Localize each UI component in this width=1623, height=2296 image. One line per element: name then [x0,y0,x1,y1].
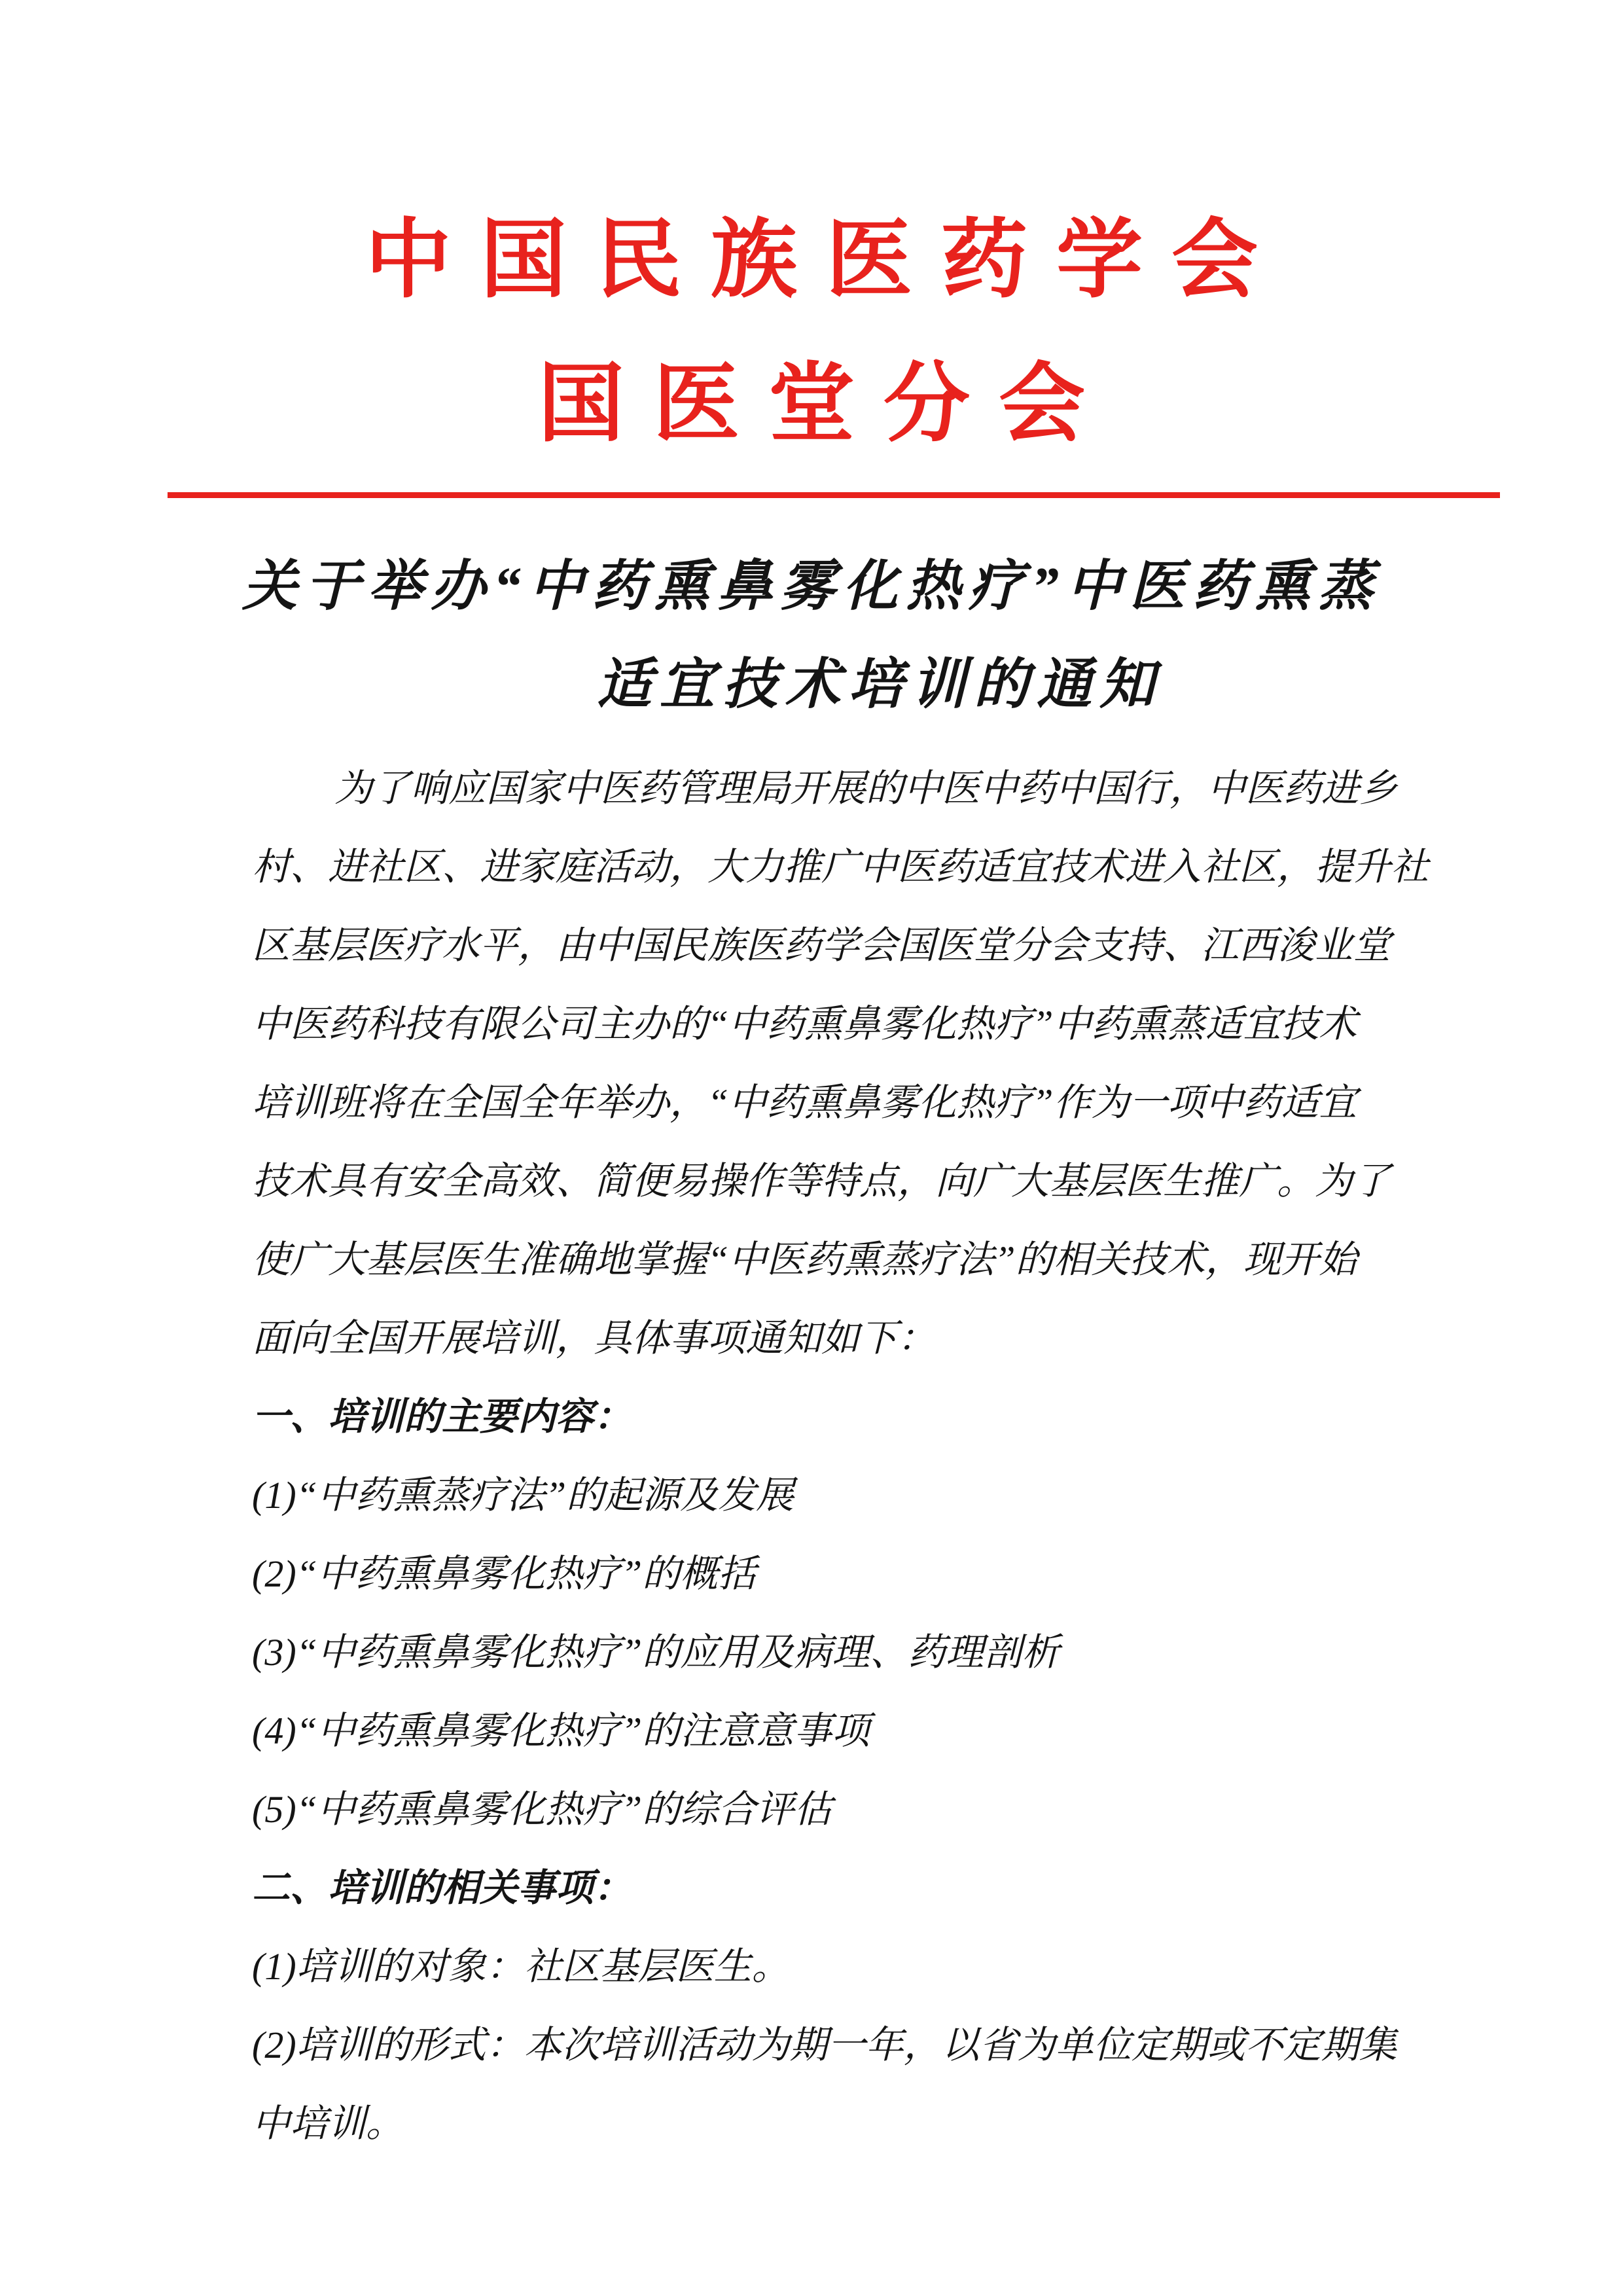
body-line: 村、进社区、进家庭活动，大力推广中医药适宜技术进入社区，提升社 [252,846,1429,888]
notice-title-line1: 关于举办“中药熏鼻雾化热疗”中医药熏蒸 [241,556,1381,617]
body-line: (2)培训的形式：本次培训活动为期一年，以省为单位定期或不定期集 [252,2024,1397,2066]
notice-body [252,749,1429,2163]
body-line: 培训班将在全国全年举办，“中药熏鼻雾化热疗”作为一项中药适宜 [252,1081,1357,1124]
body-line: 区基层医疗水平，由中国民族医药学会国医堂分会支持、江西浚业堂 [252,924,1391,967]
red-divider-rule [168,492,1500,498]
body-line: 一、培训的主要内容： [252,1395,632,1438]
body-line: (3)“中药熏鼻雾化热疗”的应用及病理、药理剖析 [252,1631,1060,1674]
body-line: (5)“中药熏鼻雾化热疗”的综合评估 [252,1788,832,1831]
org-title-line1: 中国民族医药学会 [365,212,1287,308]
body-line: 使广大基层医生准确地掌握“中医药熏蒸疗法”的相关技术，现开始 [252,1238,1357,1281]
body-line: 为了响应国家中医药管理局开展的中医中药中国行，中医药进乡 [334,767,1398,810]
body-line: 二、培训的相关事项： [252,1867,632,1909]
org-title-line2: 国医堂分会 [538,356,1114,452]
body-line: 面向全国开展培训，具体事项通知如下： [252,1317,936,1359]
body-line: (1)培训的对象：社区基层医生。 [252,1945,790,1988]
notice-title-line2: 适宜技术培训的通知 [596,655,1162,715]
body-line: (1)“中药熏蒸疗法”的起源及发展 [252,1474,794,1516]
body-line: (2)“中药熏鼻雾化热疗”的概括 [252,1552,757,1595]
body-line: 中培训。 [252,2102,404,2145]
body-line: 中医药科技有限公司主办的“中药熏鼻雾化热疗”中药熏蒸适宜技术 [252,1003,1357,1045]
body-line: 技术具有安全高效、简便易操作等特点，向广大基层医生推广。为了 [252,1160,1391,1202]
body-line: (4)“中药熏鼻雾化热疗”的注意意事项 [252,1710,870,1752]
